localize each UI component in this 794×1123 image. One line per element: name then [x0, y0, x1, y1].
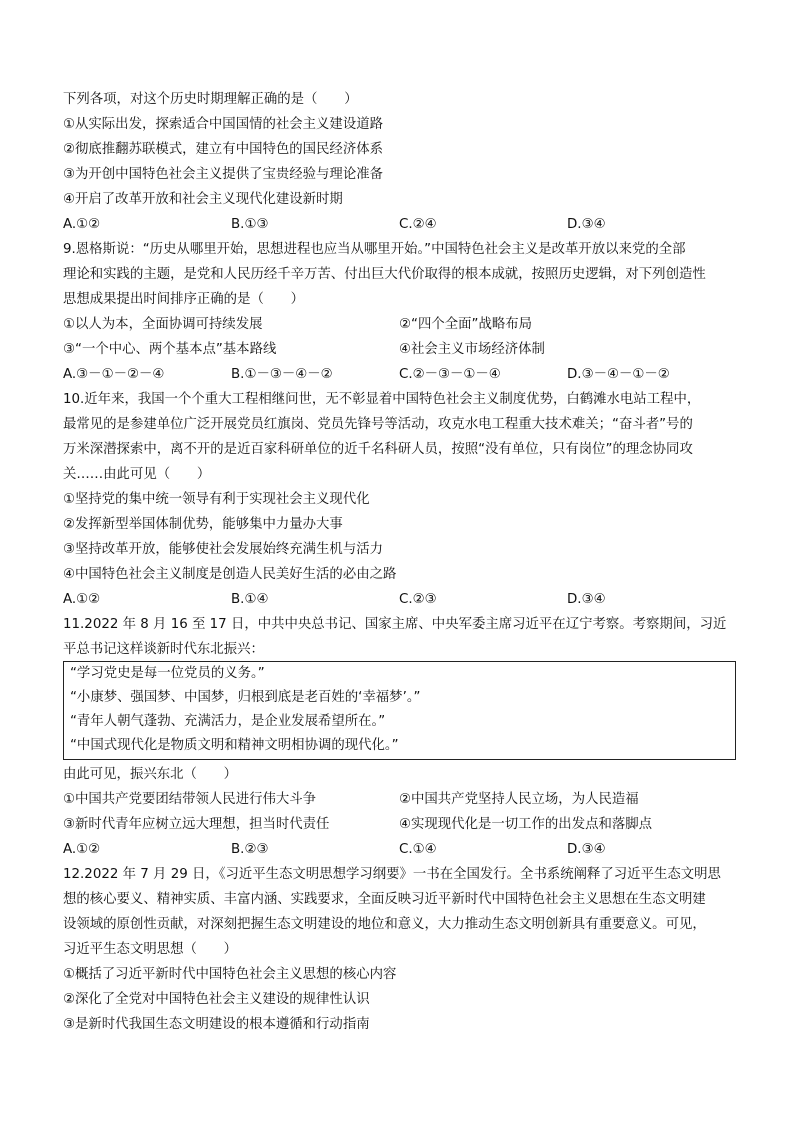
q8-stem: 下列各项，对这个历史时期理解正确的是（ ）	[63, 92, 358, 107]
q8-item-4: ④开启了改革开放和社会主义现代化建设新时期	[63, 192, 343, 207]
q10-option-d[interactable]: D.③④	[567, 592, 606, 607]
q11-option-b[interactable]: B.②③	[231, 842, 269, 857]
q10-option-b[interactable]: B.①④	[231, 592, 269, 607]
q12-stem-line-2: 想的核心要义、精神实质、丰富内涵、实践要求，全面反映习近平新时代中国特色社会主义思想在生态文明建	[63, 892, 706, 907]
q11-quote-2: “小康梦、强国梦、中国梦，归根到底是老百姓的‘幸福梦’。”	[70, 690, 421, 705]
q11-quote-4: “中国式现代化是物质文明和精神文明相协调的现代化。”	[70, 738, 399, 753]
q10-item-3: ③坚持改革开放，能够使社会发展始终充满生机与活力	[63, 542, 383, 557]
q11-item-1: ①中国共产党要团结带领人民进行伟大斗争	[63, 792, 317, 807]
q11-item-4: ④实现现代化是一切工作的出发点和落脚点	[399, 817, 653, 832]
q9-item-2: ②“四个全面”战略布局	[399, 317, 533, 332]
q8-item-1: ①从实际出发，探索适合中国国情的社会主义建设道路	[63, 117, 383, 132]
q11-quote-1: “学习党史是每一位党员的义务。”	[70, 666, 265, 681]
q8-option-a[interactable]: A.①②	[63, 217, 101, 232]
q12-stem-line-1: 12.2022 年 7 月 29 日，《习近平生态文明思想学习纲要》一书在全国发行。全书系统阐释了习近平生态文明思	[63, 867, 721, 882]
q11-option-a[interactable]: A.①②	[63, 842, 101, 857]
q10-item-4: ④中国特色社会主义制度是创造人民美好生活的必由之路	[63, 567, 397, 582]
q12-stem-line-3: 设领域的原创性贡献，对深刻把握生态文明建设的地位和意义，大力推动生态文明创新具有重要意义。可见，	[63, 917, 706, 932]
q10-stem-line-4: 关……由此可见（ ）	[63, 467, 211, 482]
q11-item-3: ③新时代青年应树立远大理想，担当时代责任	[63, 817, 330, 832]
q9-option-d[interactable]: D.③－④－①－②	[567, 367, 670, 382]
q11-item-2: ②中国共产党坚持人民立场，为人民造福	[399, 792, 639, 807]
q8-item-3: ③为开创中国特色社会主义提供了宝贵经验与理论准备	[63, 167, 383, 182]
q11-stem-line-1: 11.2022 年 8 月 16 至 17 日，中共中央总书记、国家主席、中央军委主席习近平在辽宁考察。考察期间，习近	[63, 617, 727, 632]
q9-option-a[interactable]: A.③－①－②－④	[63, 367, 165, 382]
q12-item-1: ①概括了习近平新时代中国特色社会主义思想的核心内容	[63, 967, 397, 982]
q11-option-d[interactable]: D.③④	[567, 842, 606, 857]
q12-item-3: ③是新时代我国生态文明建设的根本遵循和行动指南	[63, 1017, 370, 1032]
q12-item-2: ②深化了全党对中国特色社会主义建设的规律性认识	[63, 992, 370, 1007]
q12-stem-line-4: 习近平生态文明思想（ ）	[63, 942, 238, 957]
q9-stem-line-1: 9.恩格斯说：“历史从哪里开始，思想进程也应当从哪里开始。”中国特色社会主义是改革开放以来党的全部	[63, 242, 686, 257]
q9-stem-line-3: 思想成果提出时间排序正确的是（ ）	[63, 292, 305, 307]
q9-option-b[interactable]: B.①－③－④－②	[231, 367, 333, 382]
q11-quote-box	[63, 661, 736, 760]
q10-option-a[interactable]: A.①②	[63, 592, 101, 607]
q10-stem-line-3: 万米深潜探索中，离不开的是近百家科研单位的近千名科研人员，按照“没有单位，只有岗位”的理念协同攻	[63, 442, 693, 457]
q10-item-2: ②发挥新型举国体制优势，能够集中力量办大事	[63, 517, 343, 532]
q9-stem-line-2: 理论和实践的主题，是党和人民历经千辛万苦、付出巨大代价取得的根本成就，按照历史逻辑，对下列创造性	[63, 267, 706, 282]
q11-stem-line-2: 平总书记这样谈新时代东北振兴：	[63, 642, 264, 657]
q9-item-4: ④社会主义市场经济体制	[399, 342, 545, 357]
q9-option-c[interactable]: C.②－③－①－④	[399, 367, 501, 382]
q10-item-1: ①坚持党的集中统一领导有利于实现社会主义现代化	[63, 492, 370, 507]
q11-option-c[interactable]: C.①④	[399, 842, 437, 857]
q8-item-2: ②彻底推翻苏联模式，建立有中国特色的国民经济体系	[63, 142, 383, 157]
q8-option-d[interactable]: D.③④	[567, 217, 606, 232]
q10-option-c[interactable]: C.②③	[399, 592, 437, 607]
q11-quote-3: “青年人朝气蓬勃、充满活力，是企业发展希望所在。”	[70, 714, 386, 729]
q8-option-b[interactable]: B.①③	[231, 217, 269, 232]
q9-item-3: ③“一个中心、两个基本点”基本路线	[63, 342, 277, 357]
q8-option-c[interactable]: C.②④	[399, 217, 437, 232]
q9-item-1: ①以人为本，全面协调可持续发展	[63, 317, 263, 332]
q11-after: 由此可见，振兴东北（ ）	[63, 767, 238, 782]
q10-stem-line-2: 最常见的是参建单位广泛开展党员红旗岗、党员先锋号等活动，攻克水电工程重大技术难关；“奋斗者”号的	[63, 417, 693, 432]
q10-stem-line-1: 10.近年来，我国一个个重大工程相继问世，无不彰显着中国特色社会主义制度优势，白鹤滩水电站工程中，	[63, 392, 701, 407]
